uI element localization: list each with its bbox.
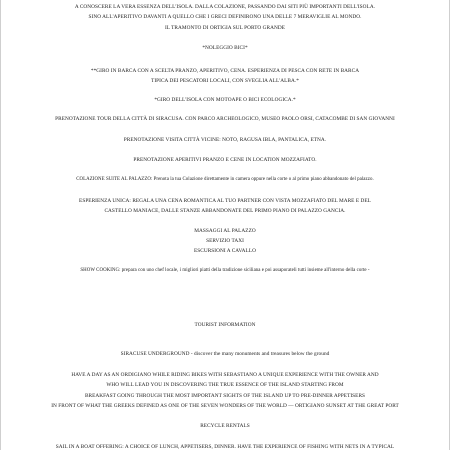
taxi-line: SERVIZIO TAXI [206, 238, 244, 244]
show-cooking-line: SHOW COOKING: prepara con uno chef locale, i migliori piatti della tradizione siciliana e poi assaporateli tutti insieme all'interno della corte - [80, 268, 370, 273]
island-tour-line: *GIRO DELL'ISOLA CON MOTOAPE O BICI ECOLOGICA.* [154, 97, 296, 103]
city-tour-line: PRENOTAZIONE TOUR DELLA CITTÀ DI SIRACUSA. CON PARCO ARCHEOLOGICO, MUSEO PAOLO ORSI, CATACOMBE DI SAN GIOVANNI [55, 116, 395, 122]
boat-tour-line-2: TIPICA DEI PESCATORI LOCALI, CON SVEGLIA ALL'ALBA.* [151, 78, 299, 84]
bike-rental-heading: *NOLEGGIO BICI* [202, 45, 248, 51]
recycle-rentals-heading: RECYCLE RENTALS [200, 423, 250, 429]
tourist-information-heading: TOURIST INFORMATION [194, 322, 256, 328]
romantic-dinner-line-1: ESPERIENZA UNICA: REGALA UNA CENA ROMANTICA AL TUO PARTNER CON VISTA MOZZAFIATO DEL MARE E DEL [79, 198, 371, 204]
bike-day-line-1: HAVE A DAY AS AN ORDIGIANO WHILE RIDING BIKES WITH SEBASTIANO A UNIQUE EXPERIENCE WITH THE OWNER AND [71, 372, 379, 378]
intro-line-1: A CONOSCERE LA VERA ESSENZA DELL'ISOLA. DALLA COLAZIONE, PASSANDO DAI SITI PIÙ IMPORTANTI DELL'ISOLA. [74, 4, 376, 10]
underground-line: SIRACUSE UNDERGROUND - discover the many monuments and treasures below the ground [120, 351, 330, 357]
aperitif-line: PRENOTAZIONE APERITIVI PRANZO E CENE IN LOCATION MOZZAFIATO. [133, 157, 317, 163]
intro-line-3: IL TRAMONTO DI ORTIGIA SUL PORTO GRANDE [164, 25, 286, 31]
massage-line: MASSAGGI AL PALAZZO [194, 228, 256, 234]
bike-day-line-3: BREAKFAST GOING THROUGH THE MOST IMPORTANT SIGHTS OF THE ISLAND UP TO PRE-DINNER APPETISERS [84, 393, 366, 399]
bike-day-line-2: WHO WILL LEAD YOU IN DISCOVERING THE TRUE ESSENCE OF THE ISLAND STARTING FROM [106, 382, 344, 388]
boat-tour-line-1: **GIRO IN BARCA CON A SCELTA PRANZO, APERITIVO, CENA. ESPERIENZA DI PESCA CON RETE IN BARCA [90, 68, 360, 74]
horse-excursion-line: ESCURSIONI A CAVALLO [193, 248, 257, 254]
intro-line-2: SINO ALL'APERITIVO DAVANTI A QUELLO CHE I GRECI DEFINIRONO UNA DELLE 7 MERAVIGLIE AL MONDO. [88, 14, 362, 20]
bike-day-line-4: IN FRONT OF WHAT THE GREEKS DEFINED AS ONE OF THE SEVEN WONDERS OF THE WORLD — ORTIGIANO SUNSET AT THE GREAT PORT [51, 403, 399, 409]
sail-boat-line: SAIL IN A BOAT OFFERING: A CHOICE OF LUNCH, APPETISERS, DINNER. HAVE THE EXPERIENCE OF FISHING WITH NETS IN A TYPICAL [55, 444, 395, 450]
nearby-cities-line: PRENOTAZIONE VISITA CITTÀ VICINE: NOTO, RAGUSA IBLA, PANTALICA, ETNA. [123, 137, 327, 143]
breakfast-line: COLAZIONE SUITE AL PALAZZO: Prenota la tua Colazione direttamente in camera oppure nella corte o al primo piano abbandonato del palazzo. [76, 177, 374, 182]
romantic-dinner-line-2: CASTELLO MANIACE, DALLE STANZE ABBANDONATE DEL PRIMO PIANO DI PALAZZO GANCIA. [104, 208, 346, 214]
